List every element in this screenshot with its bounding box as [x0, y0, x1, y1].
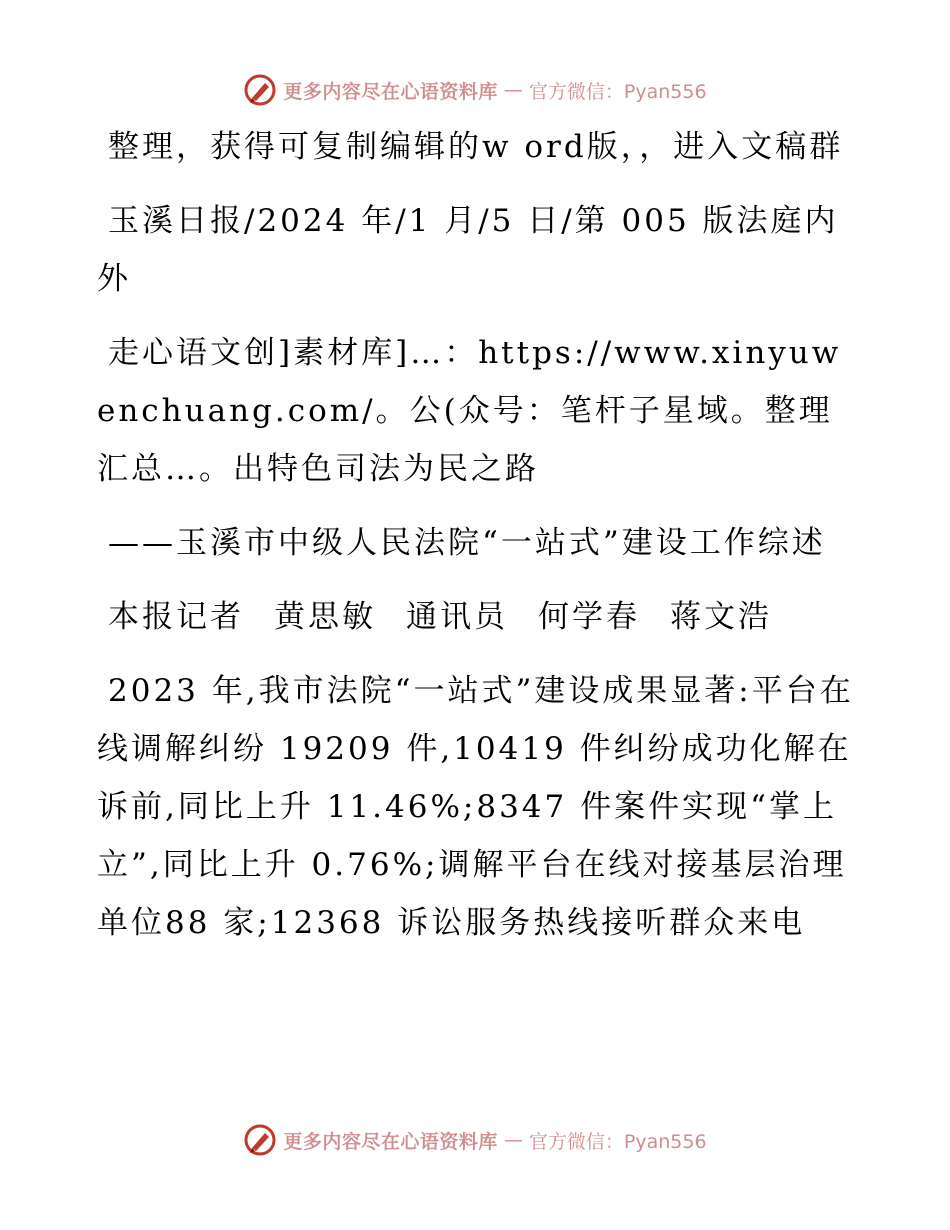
watermark-title: 更多内容尽在心语资料库: [283, 1130, 498, 1153]
watermark-header: [0, 68, 950, 112]
correspondent-name-2: 蒋文浩: [670, 599, 772, 635]
watermark-contact: 官方微信：Pyan556: [528, 80, 707, 103]
document-body: [97, 118, 857, 952]
watermark-footer: [0, 1118, 950, 1162]
pen-logo-icon: [243, 73, 277, 107]
watermark-title: 更多内容尽在心语资料库: [283, 80, 498, 103]
byline: [97, 588, 857, 646]
source-line: 玉溪日报/2024 年/1 月/5 日/第 005 版法庭内外: [97, 203, 839, 297]
watermark-contact: 官方微信：Pyan556: [528, 1130, 707, 1153]
body-paragraph: 2023 年,我市法院“一站式”建设成果显著:平台在线调解纠纷 19209 件,10419 件纠纷成功化解在诉前,同比上升 11.46%;8347 件案件实现“掌上立”,同比上升 0.76%;调解平台在线对接基层治理单位88 家;12368 诉讼服务热线接听群众来电: [97, 673, 854, 941]
correspondent-name-1: 何学春: [538, 599, 640, 635]
reporter-name: 黄思敏: [274, 599, 376, 635]
intro-paragraph: 整理，获得可复制编辑的w ord版，，进入文稿群: [108, 129, 844, 165]
pen-logo-icon: [243, 1123, 277, 1157]
article-subtitle: ——玉溪市中级人民法院“一站式”建设工作综述: [108, 525, 826, 561]
material-notice: 走心语文创]素材库]…：https://www.xinyuwenchuang.com/。公(众号：笔杆子星域。整理汇总…。出特色司法为民之路: [97, 335, 842, 487]
watermark-separator: —: [503, 1129, 523, 1151]
reporter-label: 本报记者: [108, 599, 244, 635]
watermark-separator: —: [503, 79, 523, 101]
correspondent-label: 通讯员: [406, 599, 508, 635]
